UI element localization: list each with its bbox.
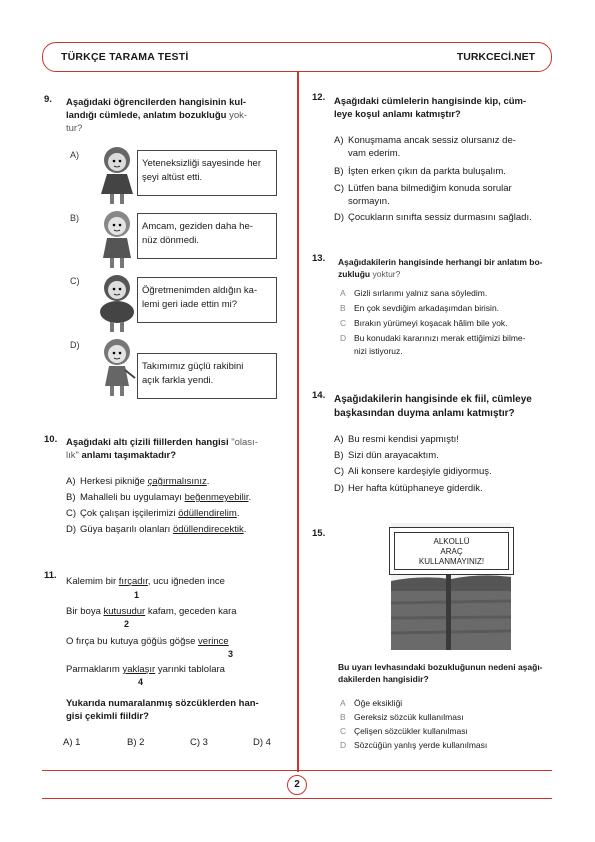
q10-option-b-verb: beğenmeyebilir	[184, 492, 249, 503]
q11-option-c-text: 3	[202, 737, 208, 748]
q14-option-a[interactable]	[334, 433, 459, 446]
site-name: TURKCECİ.NET	[456, 51, 535, 63]
q12-option-a-line2: vam ederim.	[348, 148, 401, 159]
q14-option-d-text: Her hafta kütüphaneye giderdik.	[348, 483, 483, 494]
q12-option-c-line2: sormayın.	[348, 196, 390, 207]
q10-option-d[interactable]	[66, 523, 246, 536]
q11-option-b-text: 2	[139, 737, 145, 748]
q13-option-d-line2: nizi istiyoruz.	[354, 346, 403, 356]
question-13-stem	[338, 256, 554, 280]
question-14-number: 14.	[312, 390, 326, 401]
column-divider	[297, 72, 299, 772]
warning-sign	[389, 527, 514, 575]
q11-option-d-text: 4	[265, 737, 271, 748]
girl-illustration-c	[95, 272, 139, 336]
q9-option-c-line2: lemi geri iade ettin mi?	[142, 299, 238, 310]
q13-option-c[interactable]	[340, 317, 508, 330]
q12-option-a[interactable]	[334, 134, 516, 160]
q9-option-b-line2: nüz dönmedi.	[142, 235, 200, 246]
page-header	[42, 42, 552, 72]
sign-line-2: ARAÇ	[440, 547, 463, 556]
q13-option-b-letter: B	[340, 303, 346, 313]
q11-line4-post: yarınki tablolara	[155, 664, 225, 675]
question-10-stem	[66, 436, 286, 462]
q9-option-c-bubble[interactable]	[137, 277, 277, 323]
q12-option-c[interactable]	[334, 182, 512, 208]
q11-option-c-letter: C)	[190, 737, 201, 748]
q14-option-a-letter: A)	[334, 434, 344, 445]
test-title: TÜRKÇE TARAMA TESTİ	[61, 51, 189, 63]
q13-option-a-line1: Gizli sırlarımı yalnız sana söyledim.	[354, 288, 488, 298]
q9-stem-tail2: tur?	[66, 123, 83, 134]
q11-marker-2: 2	[124, 619, 130, 629]
q9-option-a-line1: Yeteneksizliği sayesinde her	[142, 158, 262, 169]
q9-option-a-line2: şeyi altüst etti.	[142, 172, 203, 183]
q12-stem-line1: Aşağıdaki cümlelerin hangisinde kip, cüm-	[334, 96, 527, 107]
q11-line4-word: yaklaşır	[122, 664, 156, 675]
q15-option-d-text: Sözcüğün yanlış yerde kullanılması	[354, 740, 488, 750]
q14-option-d[interactable]	[334, 482, 483, 495]
q10-option-c-pre: Çok çalışan işçilerimizi	[80, 508, 179, 519]
sign-line-1: ALKOLLÜ	[433, 537, 470, 546]
q10-option-d-letter: D)	[66, 524, 77, 535]
q11-poem-line-1	[66, 576, 225, 587]
q11-stem-line2: gisi çekimli fiildir?	[66, 711, 149, 722]
q12-option-d-line1: Çocukların sınıfta sessiz durmasını sağladı.	[348, 212, 532, 223]
q11-option-c[interactable]	[190, 736, 208, 749]
q9-option-d-line2: açık farkla yendi.	[142, 375, 214, 386]
q11-line2-post: kafam, geceden kara	[145, 606, 237, 617]
q11-option-b[interactable]	[127, 736, 144, 749]
q10-stem-line1b: "olası-	[231, 437, 258, 448]
q10-option-d-verb: ödüllendirecektik	[172, 524, 244, 535]
q15-option-a-letter: A	[340, 698, 346, 708]
q9-option-b-bubble[interactable]	[137, 213, 277, 259]
q10-option-a[interactable]	[66, 475, 209, 488]
q15-option-a-text: Öğe eksikliği	[354, 698, 403, 708]
q13-option-b-line1: En çok sevdiğim arkadaşımdan birisin.	[354, 303, 500, 313]
q15-option-d-letter: D	[340, 740, 347, 750]
girl-illustration-a	[95, 144, 139, 208]
q11-option-a[interactable]	[63, 736, 80, 749]
q9-option-b-letter[interactable]: B)	[70, 213, 79, 223]
q11-line2-word: kutusudur	[103, 606, 146, 617]
q11-marker-3: 3	[228, 649, 234, 659]
q9-stem-tail1: yok-	[229, 110, 248, 121]
q10-option-d-pre: Güya başarılı olanları	[80, 524, 173, 535]
q13-option-d[interactable]	[340, 332, 525, 358]
q11-line3-word: verince	[198, 636, 229, 647]
q12-stem-line2: leye koşul anlamı katmıştır?	[334, 109, 461, 120]
q13-option-d-letter: D	[340, 333, 347, 343]
q14-option-b-text: Sizi dün arayacaktım.	[348, 450, 439, 461]
q10-option-d-post: .	[243, 524, 247, 535]
q10-option-a-post: .	[206, 476, 210, 487]
q12-option-a-letter: A)	[334, 135, 344, 146]
question-12-number: 12.	[312, 92, 326, 103]
sign-line-3: KULLANMAYINIZ!	[418, 557, 485, 566]
q11-option-a-text: 1	[75, 737, 81, 748]
q10-option-c[interactable]	[66, 507, 239, 520]
q12-option-d[interactable]	[334, 211, 532, 224]
q9-option-c-line1: Öğretmenimden aldığın ka-	[142, 285, 258, 296]
footer-rule-top	[42, 770, 552, 771]
warning-sign-inner	[394, 532, 509, 570]
q10-stem-line1a: Aşağıdaki altı çizili fiillerden hangisi	[66, 437, 229, 448]
q10-option-a-pre: Herkesi pikniğe	[80, 476, 148, 487]
question-13-number: 13.	[312, 253, 326, 264]
q11-line4-pre: Parmaklarım	[66, 664, 123, 675]
q9-stem-line1: Aşağıdaki öğrencilerden hangisinin kul-	[66, 97, 247, 108]
q12-option-a-line1: Konuşmama ancak sessiz olursanız de-	[348, 135, 516, 146]
question-10-number: 10.	[44, 434, 58, 445]
q13-option-b[interactable]	[340, 302, 499, 315]
q12-option-b-letter: B)	[334, 166, 344, 177]
q13-option-c-letter: C	[340, 318, 347, 328]
q9-option-d-line1: Takımımız güçlü rakibini	[142, 361, 244, 372]
q12-option-c-line1: Lütfen bana bilmediğim konuda sorular	[348, 183, 512, 194]
q11-option-d-letter: D)	[253, 737, 264, 748]
q15-option-c[interactable]	[340, 725, 468, 738]
q9-option-c-letter[interactable]: C)	[70, 276, 80, 286]
question-14-stem	[334, 393, 556, 421]
q14-option-c[interactable]	[334, 465, 492, 478]
q13-stem-line1: Aşağıdakilerin hangisinde herhangi bir anlatım bo-	[338, 257, 543, 267]
q15-stem-line1: Bu uyarı levhasındaki bozukluğunun nedeni aşağı-	[338, 662, 543, 672]
q10-option-a-verb: çağırmalısınız	[147, 476, 207, 487]
q12-option-c-letter: C)	[334, 183, 345, 194]
q13-option-a-letter: A	[340, 288, 346, 298]
girl-illustration-b	[95, 208, 139, 272]
q10-option-b-post: .	[248, 492, 252, 503]
q14-option-d-letter: D)	[334, 483, 345, 494]
q11-option-a-letter: A)	[63, 737, 73, 748]
q11-poem-line-2	[66, 606, 237, 617]
q13-option-d-line1: Bu konudaki kararınızı merak ettiğimizi bilme-	[354, 333, 526, 343]
q10-option-b[interactable]	[66, 491, 251, 504]
q11-option-b-letter: B)	[127, 737, 137, 748]
q12-option-b[interactable]	[334, 165, 506, 178]
q15-option-b-text: Gereksiz sözcük kullanılması	[354, 712, 464, 722]
question-15-stem	[338, 661, 556, 685]
q10-option-c-letter: C)	[66, 508, 77, 519]
q15-option-c-letter: C	[340, 726, 347, 736]
q10-option-a-letter: A)	[66, 476, 76, 487]
q11-marker-1: 1	[134, 590, 140, 600]
q12-option-b-line1: İşten erken çıkın da parkta buluşalım.	[348, 166, 506, 177]
q13-option-c-line1: Bırakın yürümeyi koşacak hâlim bile yok.	[354, 318, 508, 328]
q14-option-c-text: Ali konsere kardeşiyle gidiyormuş.	[348, 466, 492, 477]
q15-option-d[interactable]	[340, 739, 487, 752]
question-11-stem	[66, 697, 286, 723]
q11-line2-pre: Bir boya	[66, 606, 104, 617]
question-15-number: 15.	[312, 528, 326, 539]
q10-option-b-pre: Mahalleli bu uygulamayı	[80, 492, 185, 503]
q14-option-b[interactable]	[334, 449, 439, 462]
q14-option-b-letter: B)	[334, 450, 344, 461]
q11-line1-post: , ucu iğneden ince	[147, 576, 225, 587]
q11-line1-word: fırçadır	[118, 576, 148, 587]
q9-option-d-letter[interactable]: D)	[70, 340, 80, 350]
q11-line3-pre: O fırça bu kutuya göğüs göğse	[66, 636, 199, 647]
q14-stem-line2: başkasından duyma anlamı katmıştır?	[334, 408, 515, 419]
q13-stem-tail: yoktur?	[372, 269, 401, 279]
q15-option-c-text: Çelişen sözcükler kullanılması	[354, 726, 468, 736]
q14-stem-line1: Aşağıdakilerin hangisinde ek fiil, cümleye	[334, 394, 532, 405]
q9-stem-line2: landığı cümlede, anlatım bozukluğu	[66, 110, 227, 121]
q11-line1-pre: Kalemim bir	[66, 576, 119, 587]
q11-poem-line-3	[66, 636, 229, 647]
q11-marker-4: 4	[138, 677, 144, 687]
q13-option-a[interactable]	[340, 287, 487, 300]
q15-option-b[interactable]	[340, 711, 464, 724]
q10-option-b-letter: B)	[66, 492, 76, 503]
q10-stem-line2a: lık"	[66, 450, 79, 461]
q10-option-c-post: .	[236, 508, 240, 519]
girl-illustration-d	[95, 336, 139, 400]
footer-rule-bottom	[42, 798, 552, 799]
q9-option-a-bubble[interactable]	[137, 150, 277, 196]
q9-option-b-line1: Amcam, geziden daha he-	[142, 221, 253, 232]
q14-option-a-text: Bu resmi kendisi yapmıştı!	[348, 434, 459, 445]
q10-stem-line2b: anlamı taşımaktadır?	[81, 450, 177, 461]
q14-option-c-letter: C)	[334, 466, 345, 477]
question-9-stem	[66, 96, 286, 135]
question-11-number: 11.	[44, 570, 57, 581]
q15-option-b-letter: B	[340, 712, 346, 722]
question-9-number: 9.	[44, 94, 52, 105]
q10-option-c-verb: ödüllendirelim	[178, 508, 237, 519]
q11-stem-line1: Yukarıda numaralanmış sözcüklerden han-	[66, 698, 259, 709]
q11-poem-line-4	[66, 664, 225, 675]
q15-stem-line2: dakilerden hangisidir?	[338, 674, 429, 684]
question-12-stem	[334, 95, 554, 121]
q13-stem-line2: zukluğu	[338, 269, 371, 279]
q9-option-d-bubble[interactable]	[137, 353, 277, 399]
q15-option-a[interactable]	[340, 697, 402, 710]
q9-option-a-letter[interactable]: A)	[70, 150, 79, 160]
q11-option-d[interactable]	[253, 736, 271, 749]
page-number: 2	[287, 775, 307, 795]
q12-option-d-letter: D)	[334, 212, 345, 223]
